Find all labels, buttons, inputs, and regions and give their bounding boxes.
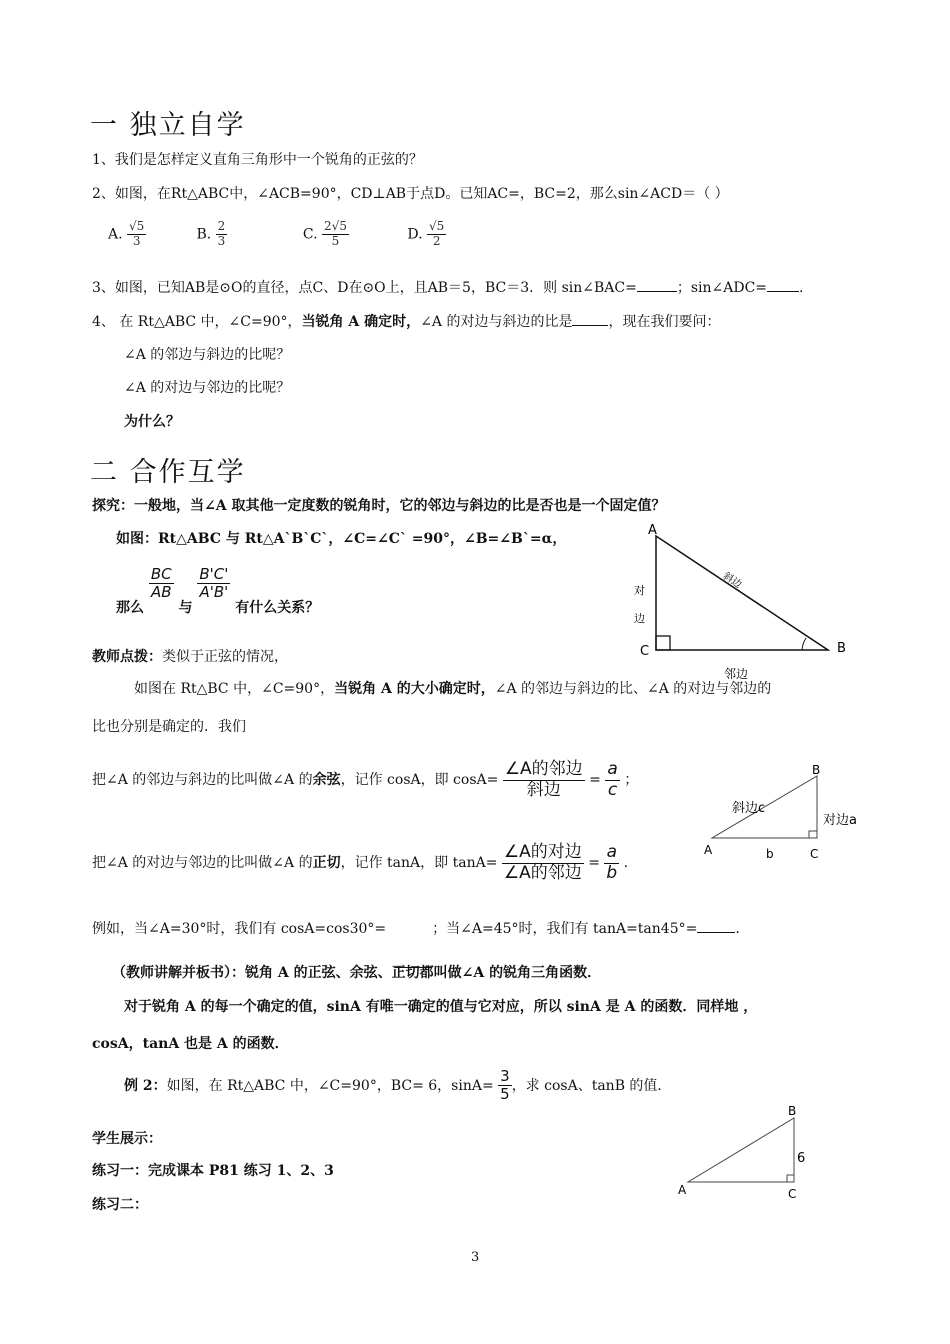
vertex-c-label: C [788,1187,797,1201]
triangle-figure-2 [700,760,875,870]
teacher-hint: 教师点拨：类似于正弦的情况， [92,649,288,665]
triangle-abc [656,536,828,650]
explore-text: 探究：一般地，当∠A 取其他一定度数的锐角时，它的邻边与斜边的比是否也是一个固定值？ [92,498,666,514]
answer-blank[interactable] [637,277,677,292]
option-c[interactable]: C. $\frac{2√5}{5}$ [302,219,347,248]
triangle-abc [688,1118,794,1182]
question-4-line3: ∠A 的对边与邻边的比呢？ [124,380,291,396]
answer-blank[interactable] [697,918,735,933]
option-d[interactable]: D. $\frac{√5}{2}$ [407,219,445,248]
right-angle-mark [787,1175,794,1182]
example-text: 例如，当∠A=30°时，我们有 cosA=cos30°= ；当∠A=45°时，我们有 tanA=tan45°= . [92,918,740,939]
paragraph-1-line2: 比也分别是确定的．我们 [92,719,246,735]
question-1: 1、我们是怎样定义直角三角形中一个锐角的正弦的？ [92,152,423,168]
answer-blank[interactable] [767,277,799,292]
vertex-a-label: A [648,523,657,538]
vertex-c-label: C [810,847,819,861]
right-angle-mark [656,636,670,650]
vertex-a-label: A [704,843,713,857]
opposite-label: 对边a [823,813,857,828]
triangle-figure-3 [670,1098,815,1203]
function-text-line2: cosA，tanA 也是 A 的函数． [92,1036,289,1052]
vertex-b-label: B [788,1104,797,1118]
option-b[interactable]: B. $\frac{2}{3}$ [196,219,226,248]
hypotenuse-label: 斜边c [732,801,766,816]
function-text-line1: 对于锐角 A 的每一个确定的值，sinA 有唯一确定的值与它对应，所以 sinA 是 A 的函数．同样地 ， [124,999,758,1015]
tangent-definition: 把∠A 的对边与邻边的比叫做∠A 的正切，记作 tanA，即 tanA= $\frac{\text{∠A的对边}}{\text{∠A的邻边}}$ = $\frac{a}{b}$ . [92,842,629,883]
paragraph-1: 如图在 Rt△BC 中，∠C=90°，当锐角 A 的大小确定时，∠A 的邻边与斜边的比、∠A 的对边与邻边的 [134,681,772,697]
side-length-label: 6 [797,1151,806,1166]
vertex-a-label: A [678,1183,687,1197]
cosine-definition: 把∠A 的邻边与斜边的比叫做∠A 的余弦，记作 cosA，即 cosA= $\frac{\text{∠A的邻边}}{\text{斜边}}$ = $\frac{a}{c}$ ； [92,759,639,800]
question-4: 4、 在 Rt△ABC 中，∠C=90°，当锐角 A 确定时，∠A 的对边与斜边的比是 ，现在我们要问： [92,311,720,332]
student-show: 学生展示： [92,1131,162,1147]
answer-blank[interactable] [572,311,608,326]
triangle-figure-1 [630,522,860,682]
question-2: 2、如图，在Rt△ABC中，∠ACB=90°，CD⊥AB于点D。已知AC=，BC=2，那么sin∠ACD＝（ ） [92,186,729,202]
ratio-question: 那么 $\frac{BC}{AB}$ 与 $\frac{B'C'}{A'B'}$ 有什么关系？ [116,565,320,616]
page-number: 3 [471,1250,480,1265]
opposite-label: 对 [634,584,645,597]
figure-description: 如图：Rt△ABC 与 Rt△A`B`C`，∠C=∠C` =90°，∠B=∠B`=α， [116,531,567,547]
question-4-line2: ∠A 的邻边与斜边的比呢？ [124,347,291,363]
teacher-note: （教师讲解并板书）：锐角 A 的正弦、余弦、正切都叫做∠A 的锐角三角函数． [112,965,602,981]
right-angle-mark [809,831,817,838]
vertex-c-label: C [640,644,650,659]
vertex-b-label: B [812,763,821,777]
practice-2: 练习二： [92,1197,148,1213]
angle-b-arc [802,638,806,650]
vertex-b-label: B [837,641,846,656]
question-2-options [108,220,487,249]
opposite-label: 边 [634,612,645,625]
adjacent-label: 邻边 [724,667,749,681]
section1-title: 一 独立自学 [90,110,246,141]
example-2: 例 2：如图，在 Rt△ABC 中，∠C=90°，BC= 6，sinA= $\frac{3}{5}$ ，求 cosA、tanB 的值． [124,1067,672,1104]
question-4-line4: 为什么？ [124,414,180,430]
practice-1: 练习一：完成课本 P81 练习 1、2、3 [92,1163,334,1179]
adjacent-label: b [766,847,774,861]
question-3: 3、如图，已知AB是⊙O的直径，点C、D在⊙O上，且AB＝5，BC＝3．则 sin∠BAC= ；sin∠ADC= . [92,277,803,298]
option-a[interactable]: A. $\frac{√5}{3}$ [108,219,145,248]
section2-title: 二 合作互学 [90,457,246,488]
hypotenuse-label: 斜边 [720,570,744,591]
